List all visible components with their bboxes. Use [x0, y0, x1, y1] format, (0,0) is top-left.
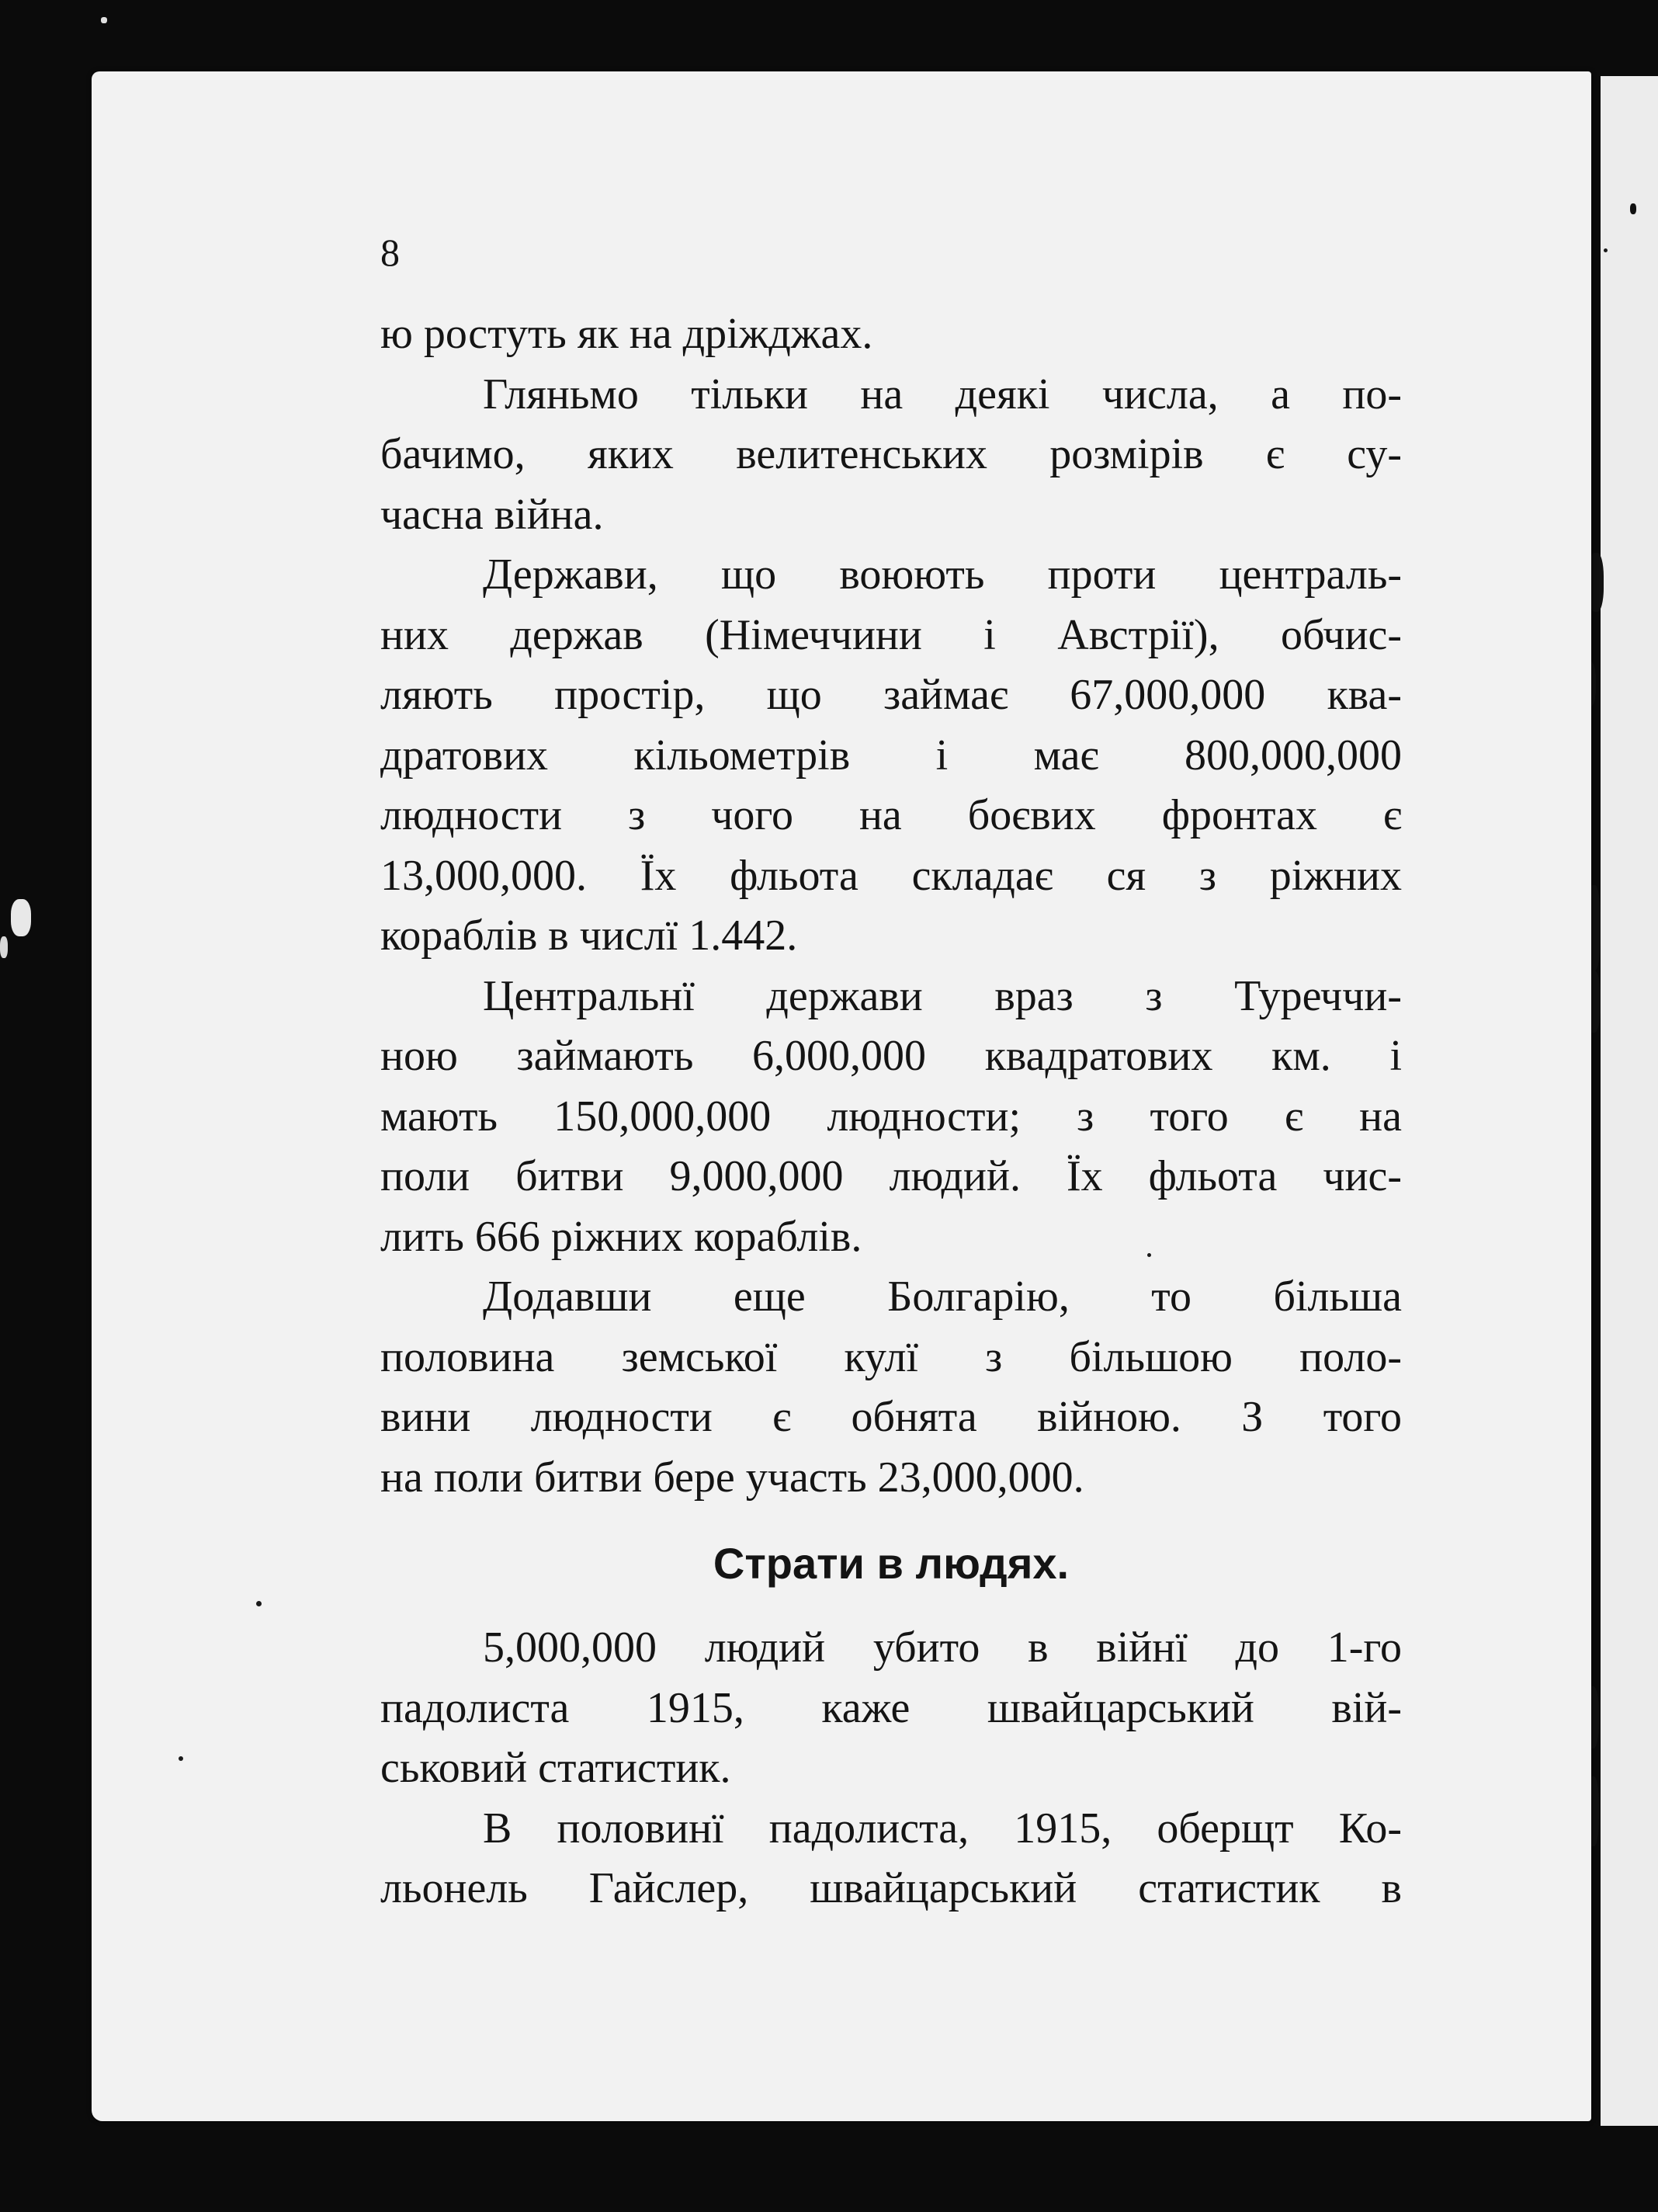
text-line: них держав (Німеччини і Австрії), обчис-	[380, 610, 1402, 659]
text-line: вини людности є обнята війною. З того	[380, 1393, 1402, 1441]
text-line: Держави, що воюють проти централь-	[483, 550, 1402, 599]
facing-page-edge	[1601, 76, 1658, 2126]
page-text	[380, 233, 1402, 1919]
text-line: ю ростуть як на дріжджах.	[380, 310, 873, 358]
text-line: поли битви 9,000,000 людий. Їх фльота чис-	[380, 1152, 1402, 1200]
text-line: половина земської кулї з більшою поло-	[380, 1332, 1402, 1381]
text-line: лить 666 ріжних кораблів.	[380, 1212, 862, 1261]
ink-mark	[11, 899, 31, 936]
ink-mark	[1630, 203, 1636, 214]
text-line: на поли битви бере участь 23,000,000.	[380, 1453, 1084, 1502]
text-line: кораблів в числї 1.442.	[380, 912, 798, 960]
text-line: дратових кільометрів і має 800,000,000	[380, 731, 1402, 780]
text-line: мають 150,000,000 людности; з того є на	[380, 1092, 1402, 1141]
body-text-after-heading	[380, 1618, 1402, 1919]
ink-mark	[0, 936, 8, 958]
text-line: ною займають 6,000,000 квадратових км. і	[380, 1032, 1402, 1080]
text-line: 13,000,000. Їх фльота складає ся з ріжних	[380, 851, 1402, 900]
text-line: В половинї падолиста, 1915, оберщт Ко-	[483, 1804, 1402, 1853]
text-line: людности з чого на боєвих фронтах є	[380, 791, 1402, 839]
ink-speck	[179, 1756, 183, 1761]
page-number: 8	[380, 231, 400, 274]
text-line: Центральнї держави враз з Туреччи-	[483, 971, 1402, 1020]
text-line: ськовий статистик.	[380, 1744, 731, 1792]
ink-speck	[1604, 248, 1608, 252]
section-heading: Страти в людях.	[713, 1539, 1070, 1588]
text-line: ляють простір, що займає 67,000,000 ква-	[380, 671, 1402, 719]
text-line: Гляньмо тільки на деякі числа, а по-	[483, 370, 1402, 418]
text-line: падолиста 1915, каже швайцарський вій-	[380, 1683, 1402, 1732]
text-line: Додавши еще Болгарію, то більша	[483, 1273, 1402, 1321]
text-line: льонель Гайслер, швайцарський статистик в	[380, 1864, 1402, 1912]
ink-speck	[256, 1601, 262, 1606]
text-line: 5,000,000 людий убито в війнї до 1-го	[483, 1623, 1402, 1672]
body-text-before-heading	[380, 304, 1402, 1508]
ink-mark	[101, 17, 107, 23]
text-line: часна війна.	[380, 490, 604, 539]
text-line: бачимо, яких велитенських розмірів є су-	[380, 430, 1402, 478]
